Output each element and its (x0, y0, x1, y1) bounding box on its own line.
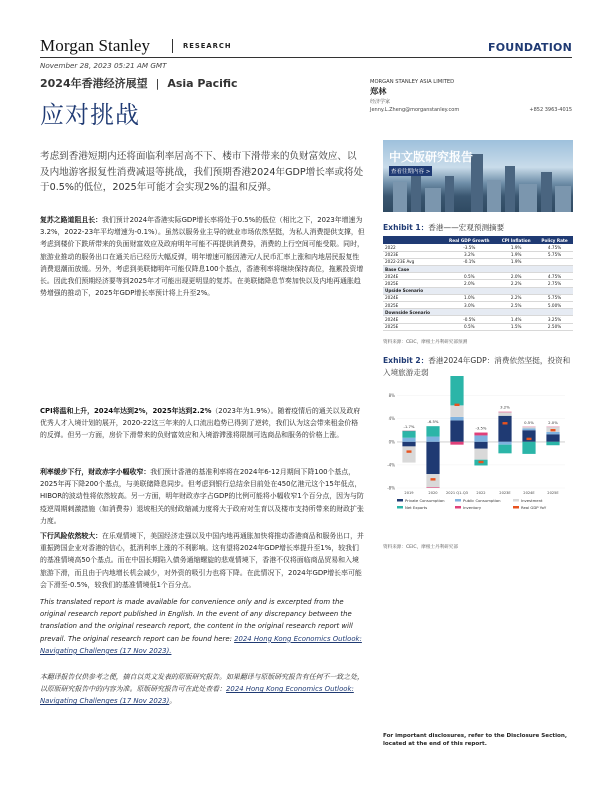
x-tick-label: 2024E (523, 491, 535, 495)
table-cell: 3.25% (536, 316, 573, 323)
bar-segment (498, 412, 511, 415)
body-paragraph (40, 405, 365, 442)
skyline-building (487, 180, 501, 212)
chinese-translation-note (40, 671, 365, 708)
table-row (383, 323, 573, 330)
skyline-building (393, 182, 407, 212)
title-divider: | (155, 77, 160, 90)
research-label: RESEARCH (183, 42, 232, 50)
bar-segment (546, 434, 559, 442)
bar-segment (498, 416, 511, 442)
table-header-cell: Real GDP Growth (442, 236, 496, 244)
legend-swatch (397, 499, 403, 502)
table-cell: 3.0% (442, 302, 496, 309)
gdp-growth-marker (479, 461, 484, 463)
table-cell (442, 309, 496, 316)
table-cell (496, 266, 536, 273)
bar-segment (522, 428, 535, 430)
table-cell: 0.5% (442, 273, 496, 280)
analyst-email[interactable]: Jenny.L.Zheng@morganstanley.com (370, 107, 460, 113)
table-row (383, 258, 573, 265)
y-tick-label: 4% (388, 416, 395, 422)
table-row (383, 251, 573, 258)
table-cell: Upside Scenario (383, 287, 442, 294)
table-cell: 2.0% (496, 273, 536, 280)
bar-segment (498, 412, 511, 413)
bar-segment (474, 433, 487, 436)
table-header-cell: CPI Inflation (496, 236, 536, 244)
bar-segment (498, 445, 511, 454)
table-cell: 2.2% (496, 294, 536, 301)
gdp-growth-marker (503, 422, 508, 424)
bar-segment (402, 446, 415, 462)
data-label: -3.5% (475, 425, 487, 431)
paragraph-text: （2023年为1.9%）。随着疫情后的通关以及政府优秀人才入境计划的展开，2020-22这三年来的人口流出趋势已得到了逆转，我们认为这会带来租金价格的反弹。但另一方面，房价下滑带来的负财富效应和入境游滞涨将限制可选商品和服务的价格上涨。 (40, 407, 361, 440)
table-cell: 4.75% (536, 244, 573, 251)
legend-swatch (455, 506, 461, 509)
data-label: -1.7% (403, 423, 415, 429)
analyst-name: 郑林 (370, 86, 387, 96)
skyline-building (555, 186, 571, 212)
table-cell: 3.2% (442, 251, 496, 258)
exhibit2-source: 资料来源：CEIC，摩根士丹利研究部 (383, 545, 458, 550)
region-label: Asia Pacific (167, 77, 238, 90)
bar-segment (498, 442, 511, 445)
table-cell (496, 287, 536, 294)
table-cell: 1.9% (496, 251, 536, 258)
table-cell: 2025E (383, 323, 442, 330)
table-header-cell (383, 236, 442, 244)
table-cell: 1.5% (496, 323, 536, 330)
english-note-text: This translated report is made available for convenience only and is excerpted from the original research report published in English. In the event of any discrepancy between the translation and the original research report, the content in the original research report will prevail. The original research report can be found here: (40, 598, 353, 643)
skyline-building (411, 170, 421, 212)
body-paragraph (40, 466, 365, 527)
table-row (383, 302, 573, 309)
analyst-org: MORGAN STANLEY ASIA LIMITED (370, 79, 455, 85)
body-paragraph (40, 530, 365, 591)
table-cell: 2.50% (536, 323, 573, 330)
bar-segment (474, 449, 487, 460)
report-subtitle (40, 75, 238, 91)
table-cell: 2.2% (496, 280, 536, 287)
table-cell: 2.75% (536, 280, 573, 287)
table-row (383, 280, 573, 287)
report-date: November 28, 2023 05:21 AM GMT (40, 61, 167, 70)
gdp-growth-marker (551, 429, 556, 431)
bar-segment (402, 431, 415, 438)
skyline-building (541, 172, 552, 212)
skyline-building (519, 184, 537, 212)
table-cell: 2022 (383, 244, 442, 251)
table-cell: 5.75% (536, 294, 573, 301)
data-label: 0.5% (524, 419, 534, 425)
bar-segment (426, 426, 439, 436)
table-cell: 1.9% (496, 258, 536, 265)
x-tick-label: 2019 (404, 491, 414, 495)
bar-segment (450, 442, 463, 445)
lead-paragraph: 考虑到香港短期内还将面临利率居高不下、楼市下滑带来的负财富效应、以及内地游客报复性消费减退等挑战，我们预期香港2024年GDP增长率或将处于0.5%的低位，2025年可能才会实现2%的温和反弹。 (40, 151, 364, 194)
bar-segment (546, 442, 559, 445)
table-section-row (383, 309, 573, 316)
data-label: 3.2% (500, 404, 510, 410)
table-row (383, 273, 573, 280)
table-cell: 2025E (383, 302, 442, 309)
legend-swatch (455, 499, 461, 502)
skyline-building (425, 188, 441, 212)
paragraph-lead: 复苏之路道阻且长： (40, 216, 103, 224)
table-cell: 2.0% (442, 280, 496, 287)
table-header-cell: Policy Rate (536, 236, 573, 244)
table-row (383, 244, 573, 251)
gdp-growth-marker (431, 478, 436, 480)
table-cell (536, 309, 573, 316)
x-tick-label: 2020 (428, 491, 438, 495)
exhibit1-caption: 香港——宏观预测摘要 (428, 223, 505, 232)
y-tick-label: 8% (388, 393, 395, 399)
table-row (383, 316, 573, 323)
table-cell: -0.1% (442, 258, 496, 265)
paragraph-text: 在乐观情境下，美国经济走强以及中国内地再通胀加快将推动香港商品和服务出口，并重振跨国企业对香港的信心，抵消利率上涨的不利影响。这有望将2024年GDP增长率提升至1%，较我们的基准情境高50个基点。而在中国长期陷入债务通缩螺旋的悲观情境下，香港不仅将面临商品贸易和入境旅游下滑，而且由于内地增长机会减少，对外资的吸引力也将下降。在此情况下，2024年GDP增长率可能会下滑至-0.5%，较我们的基准情境低1个百分点。 (40, 532, 364, 589)
foundation-label: FOUNDATION (488, 41, 572, 54)
table-cell (442, 287, 496, 294)
bar-segment (474, 442, 487, 449)
exhibit1-label: Exhibit 1： (383, 223, 429, 232)
report-title: 2024年香港经济展望 (40, 77, 148, 90)
gdp-growth-marker (455, 404, 460, 406)
table-section-row (383, 266, 573, 273)
legend-label: Net Exports (405, 505, 428, 510)
exhibit2-chart (383, 376, 573, 526)
banner-title: 中文版研究报告 (389, 150, 474, 164)
table-cell (536, 287, 573, 294)
disclosure-note: For important disclosures, refer to the Disclosure Section, located at the end of this report. (383, 733, 567, 747)
table-cell: -3.5% (442, 244, 496, 251)
legend-label: Investment (521, 498, 543, 503)
bar-segment (426, 474, 439, 487)
table-cell: Base Case (383, 266, 442, 273)
bar-segment (522, 442, 535, 454)
y-tick-label: -4% (387, 462, 395, 468)
table-cell: 2022-23E Avg (383, 258, 442, 265)
analyst-phone: +852 3963-4015 (529, 107, 572, 113)
x-tick-label: 2021 Q1-Q3 (446, 491, 468, 495)
banner-archive-link[interactable]: 查看往期内容 > (389, 166, 432, 176)
exhibit1-header-row (383, 236, 573, 244)
skyline-building (505, 166, 515, 212)
paragraph-text: 我们预计2024年香港实际GDP增长率将处于0.5%的低位（相比之下，2023年增速为3.2%，2022-23年平均增速为-0.1%）。虽然以服务业主导的就业市场依然坚挺，为私人消费提供支撑，但考虑到楼价下跌所带来的负面财富效应及政府明年可能不再提供消费券，消费的上行空间可能受限。同时，旅游业推动的服务出口在通关后已经历大幅反弹，明年增速可能因港元/人民币汇率上涨和内地居民报复性消费退潮而放缓。另外，考虑到美联储明年可能仅降息100个基点，香港利率将继续保持高位，拖累投资增长。因此我们预期经济要等到2025年才可能出现更明显的复苏。在美联储降息节奏加快以及内地再通胀趋势增强的推动下，2025年GDP增长率预计将上升至2%。 (40, 216, 365, 298)
table-cell: 0.5% (442, 323, 496, 330)
exhibit1-source: 资料来源：CEIC，摩根士丹利研究部预测 (383, 340, 468, 345)
table-cell: 1.4% (496, 316, 536, 323)
analyst-role: 经济学家 (370, 99, 391, 105)
table-cell: 5.75% (536, 251, 573, 258)
exhibit2-caption: 香港2024年GDP：消费依然坚挺，投资和入境旅游走弱 (383, 356, 571, 377)
x-tick-label: 2023E (499, 491, 511, 495)
exhibit1-title (383, 222, 504, 233)
bar-segment (426, 487, 439, 488)
legend-swatch (513, 506, 519, 509)
y-tick-label: 0% (388, 439, 395, 445)
table-cell: 2023E (383, 251, 442, 258)
gdp-growth-marker (527, 438, 532, 440)
table-cell: 1.9% (496, 244, 536, 251)
exhibit1-body (383, 244, 573, 330)
bar-segment (450, 405, 463, 417)
table-cell: 2024E (383, 316, 442, 323)
exhibit1-table (383, 236, 573, 331)
bar-segment (402, 438, 415, 442)
data-label: -6.5% (427, 419, 439, 425)
table-section-row (383, 287, 573, 294)
table-cell (536, 258, 573, 265)
paragraph-text: 我们预计香港的基准利率将在2024年6-12月期间下降100个基点，2025年再下降200个基点，与美联储降息同步。但考虑到银行总结余目前处在450亿港元这个15年低点，HIBOR的波动性将依然较高。另一方面，明年财政赤字占GDP的比例可能将小幅收窄1个百分点，因为与防疫逆周期刺激措施（如消费券）退坡相关的财政缩减力度将大于政府对生育以及楼市支持所带来的财政扩张力度。 (40, 468, 364, 525)
y-tick-label: -8% (387, 485, 395, 491)
legend-swatch (397, 506, 403, 509)
table-cell: 1.0% (442, 294, 496, 301)
paragraph-lead: 利率缓步下行，财政赤字小幅收窄： (40, 468, 151, 476)
gdp-growth-marker (407, 450, 412, 452)
bar-segment (426, 442, 439, 474)
original-report-link-cn[interactable]: 2024 Hong Kong Economics Outlook: Navigating Challenges (17 Nov 2023) (40, 685, 354, 706)
table-cell: -0.5% (442, 316, 496, 323)
paragraph-lead: 下行风险依然较大： (40, 532, 103, 540)
paragraph-lead: CPI将温和上升，2024年达到2%，2025年达到2.2% (40, 407, 212, 415)
analyst-contact (370, 107, 572, 113)
legend-label: Real GDP YoY (521, 505, 547, 510)
english-translation-note (40, 596, 365, 657)
chinese-research-banner[interactable] (383, 140, 573, 212)
table-cell: 2.5% (496, 302, 536, 309)
legend-label: Private Consumption (405, 498, 445, 503)
brand-logo: Morgan Stanley (40, 36, 151, 55)
table-cell: 2024E (383, 273, 442, 280)
x-tick-label: 2022 (476, 491, 486, 495)
bar-segment (450, 376, 463, 405)
skyline-building (445, 176, 454, 212)
chinese-note-text: 本翻译报告仅供参考之便，摘自以英文发表的原版研究报告。如果翻译与原版研究报告有任何不一致之处，以原版研究报告中的内容为准。原版研究报告可在此处查看： (40, 673, 364, 694)
top-rule (40, 57, 572, 58)
bar-segment (474, 435, 487, 441)
table-cell (496, 309, 536, 316)
table-cell: 5.00% (536, 302, 573, 309)
body-paragraph (40, 214, 365, 299)
chinese-note-suffix: 。 (169, 697, 177, 706)
data-label: 2.0% (548, 419, 558, 425)
table-cell (442, 266, 496, 273)
legend-label: Inventory (463, 505, 482, 510)
brand-separator (172, 39, 173, 53)
bar-segment (546, 432, 559, 434)
table-cell (536, 266, 573, 273)
exhibit1-table-wrap (383, 236, 573, 331)
bar-segment (426, 437, 439, 442)
table-cell: Downside Scenario (383, 309, 442, 316)
legend-label: Public Consumption (463, 498, 501, 503)
exhibit2-label: Exhibit 2： (383, 356, 429, 365)
bar-segment (450, 417, 463, 420)
table-cell: 4.75% (536, 273, 573, 280)
bar-segment (402, 442, 415, 447)
page-title: 应对挑战 (40, 101, 140, 129)
original-report-link[interactable]: 2024 Hong Kong Economics Outlook: Navigating Challenges (17 Nov 2023). (40, 634, 362, 655)
legend-swatch (513, 499, 519, 502)
table-cell: 2025E (383, 280, 442, 287)
table-cell: 2024E (383, 294, 442, 301)
table-row (383, 294, 573, 301)
bar-segment (450, 420, 463, 441)
x-tick-label: 2025E (547, 491, 559, 495)
